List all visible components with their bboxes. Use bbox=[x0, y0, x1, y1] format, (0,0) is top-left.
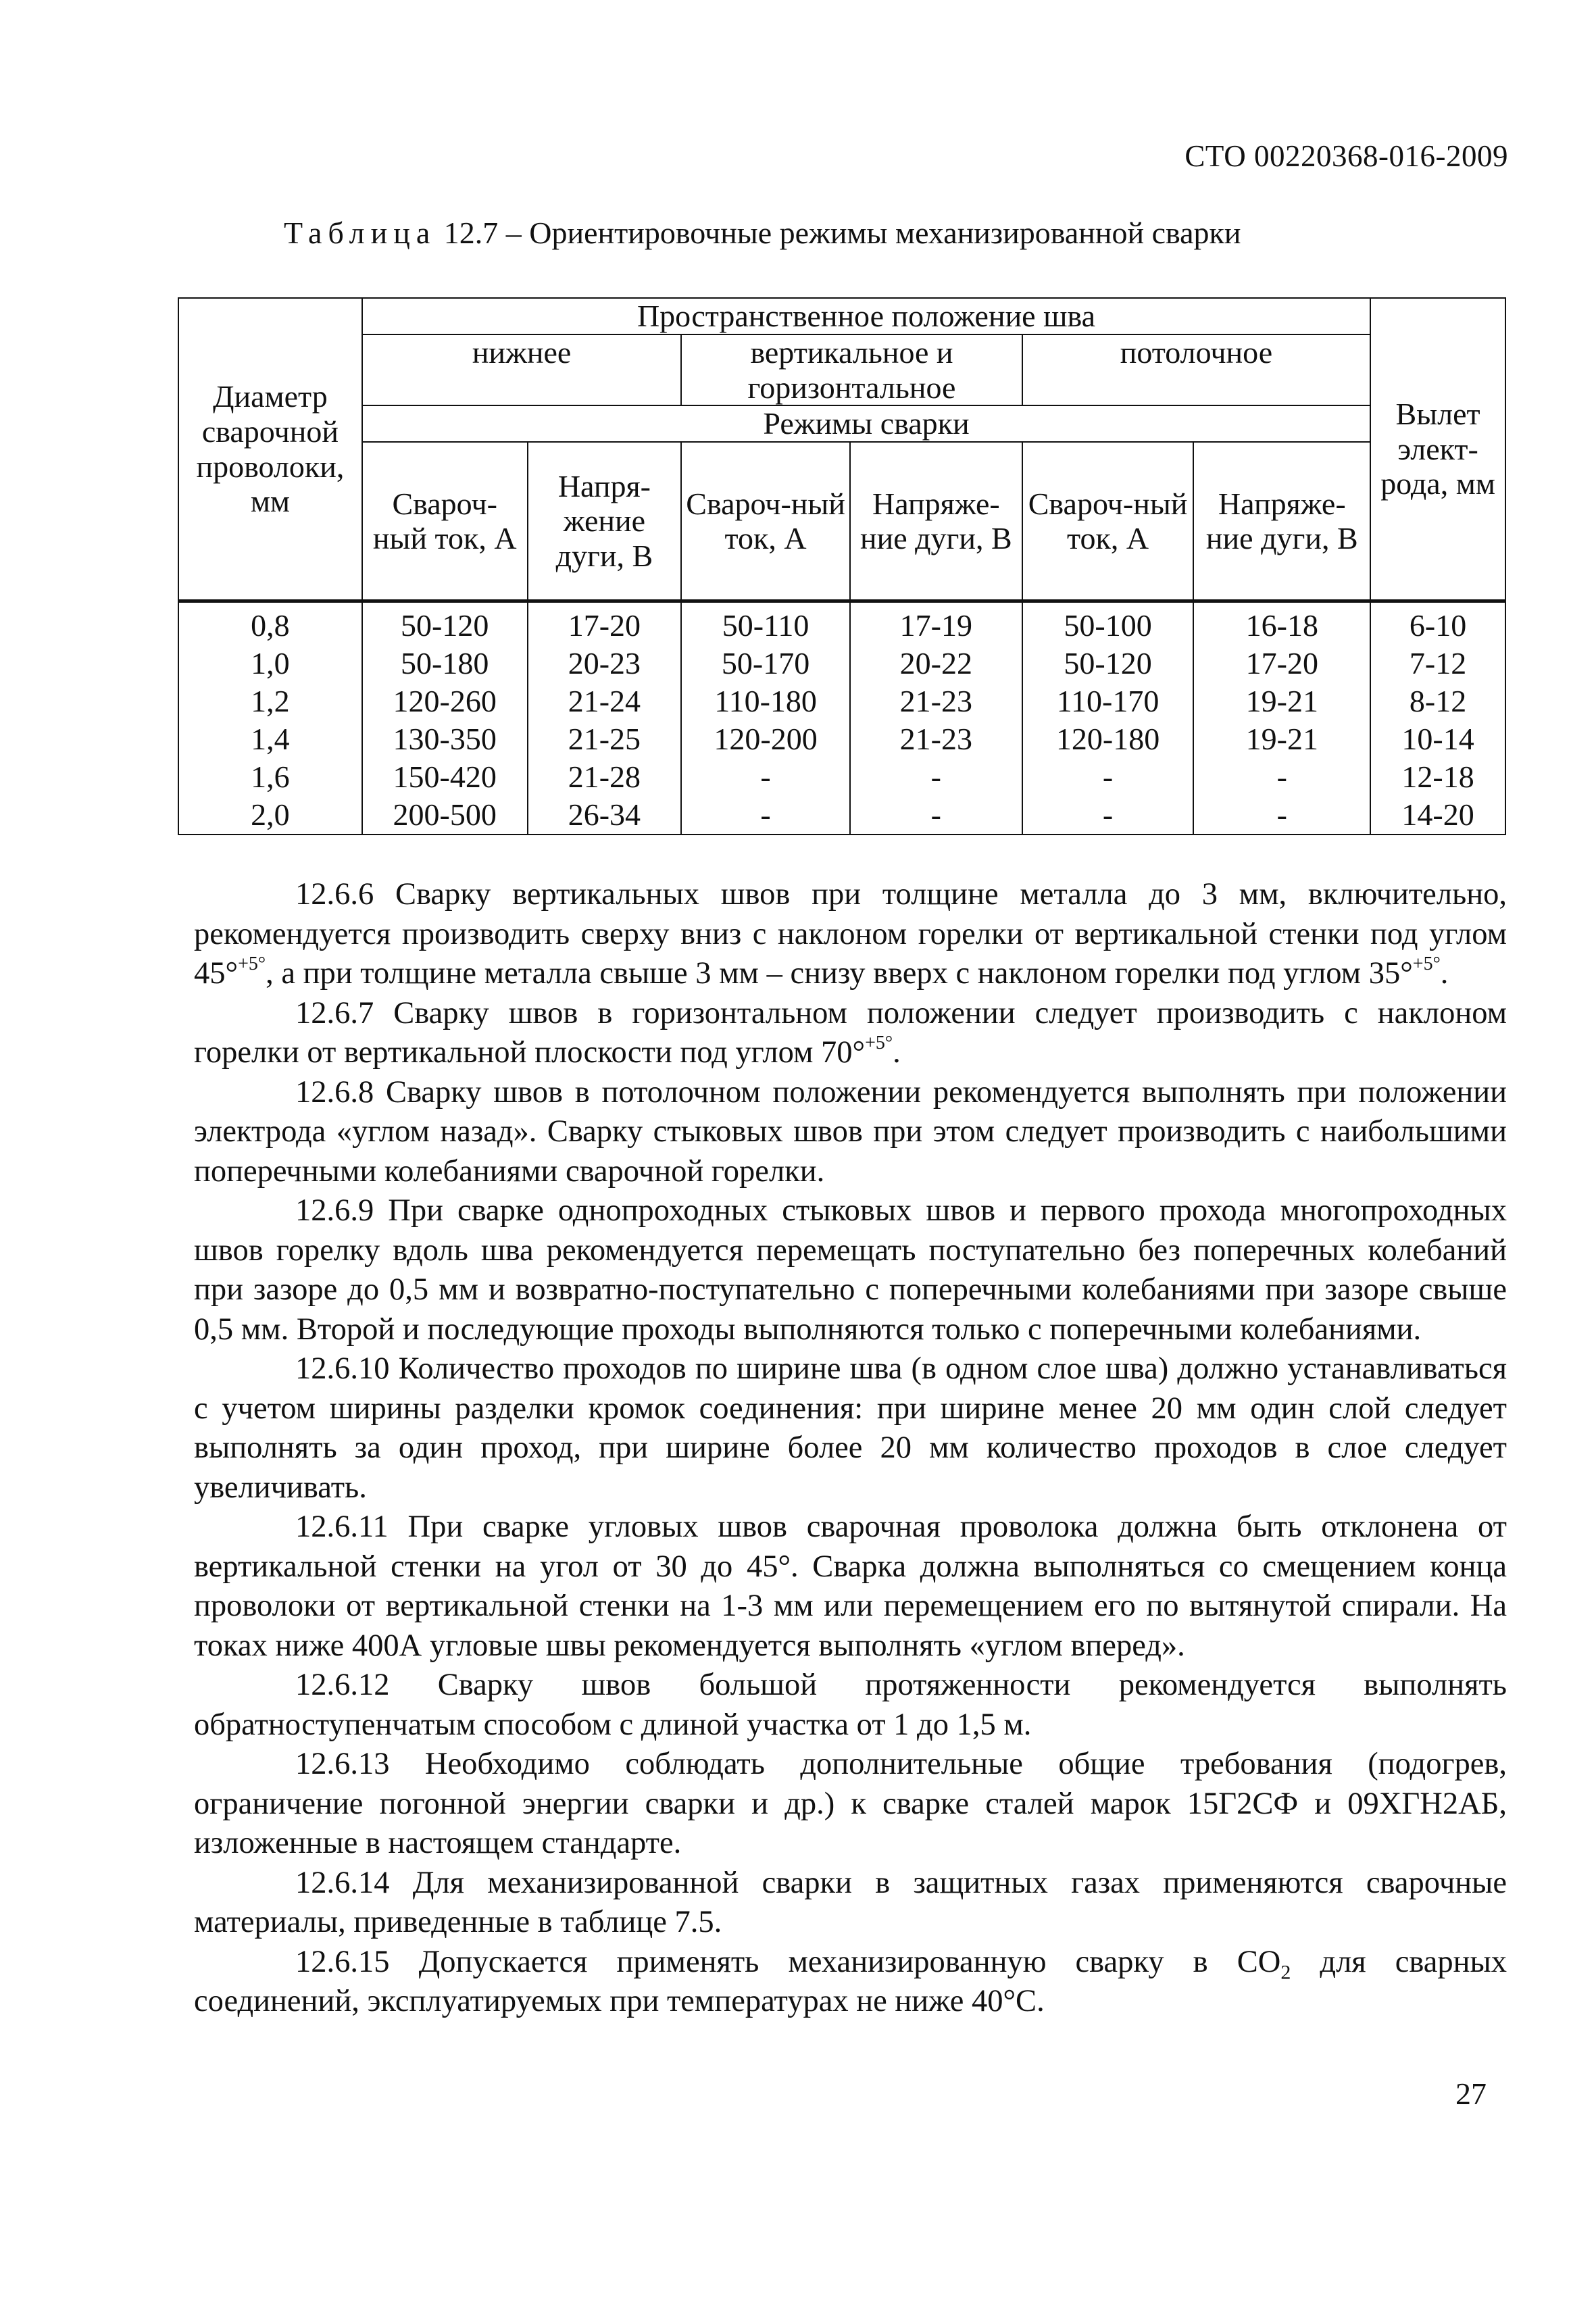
table-cell: 20-22 bbox=[850, 645, 1022, 682]
table-cell: 21-24 bbox=[528, 682, 682, 720]
clause-12-6-8: 12.6.8 Сварку швов в потолочном положении рекомендуется выполнять при положении электрода «углом назад». Сварку стыковых швов при этом следует производить с наибольшими поперечными колебаниями сварочной горелки. bbox=[194, 1074, 1507, 1189]
table-cell: 21-23 bbox=[850, 720, 1022, 758]
header-current-flat: Свароч-ный ток, А bbox=[362, 442, 528, 601]
table-cell: 50-170 bbox=[681, 645, 850, 682]
table-cell: 16-18 bbox=[1193, 601, 1370, 645]
table-cell: - bbox=[1022, 796, 1194, 835]
header-voltage-flat: Напря-жение дуги, В bbox=[528, 442, 682, 601]
table-cell: 120-260 bbox=[362, 682, 528, 720]
table-cell: - bbox=[681, 796, 850, 835]
clause-12-6-7: 12.6.7 Сварку швов в горизонтальном положении следует производить с наклоном горелки от вертикальной плоскости под углом 70°$^{+5^\circ}$. bbox=[194, 995, 1507, 1070]
table-caption-text: 12.7 – Ориентировочные режимы механизированной сварки bbox=[436, 216, 1241, 250]
clause-12-6-12: 12.6.12 Сварку швов большой протяженности рекомендуется выполнять обратноступенчатым способом с длиной участка от 1 до 1,5 м. bbox=[194, 1668, 1507, 1742]
table-cell: 7-12 bbox=[1370, 645, 1505, 682]
table-cell: 50-110 bbox=[681, 601, 850, 645]
table-cell: 110-180 bbox=[681, 682, 850, 720]
table-row bbox=[178, 645, 1505, 682]
table-cell: 1,2 bbox=[178, 682, 362, 720]
table-cell: 21-23 bbox=[850, 682, 1022, 720]
header-current-overhead: Свароч-ный ток, А bbox=[1022, 442, 1194, 601]
table-cell: 1,4 bbox=[178, 720, 362, 758]
table-cell: 110-170 bbox=[1022, 682, 1194, 720]
header-voltage-overhead: Напряже-ние дуги, В bbox=[1193, 442, 1370, 601]
table-cell: - bbox=[1193, 796, 1370, 835]
table-cell: 6-10 bbox=[1370, 601, 1505, 645]
table-cell: 1,6 bbox=[178, 758, 362, 796]
table-cell: - bbox=[850, 758, 1022, 796]
clause-12-6-14: 12.6.14 Для механизированной сварки в защитных газах применяются сварочные материалы, приведенные в таблице 7.5. bbox=[194, 1865, 1507, 1939]
document-code: СТО 00220368-016-2009 bbox=[1184, 139, 1508, 173]
clause-12-6-6: 12.6.6 Сварку вертикальных швов при толщине металла до 3 мм, включительно, рекомендуется производить сверху вниз с наклоном горелки от вертикальной стенки под углом 45°$^{+5^\circ}$, а при толщине металла свыше 3 мм – снизу вверх с наклоном горелки под углом 35°$^{+5^\circ}$. bbox=[194, 877, 1507, 991]
clause-12-6-11: 12.6.11 При сварке угловых швов сварочная проволока должна быть отклонена от вертикальной стенки на угол от 30 до 45°. Сварка должна выполняться со смещением конца проволоки от вертикальной стенки на 1-3 мм или перемещением его по вытянутой спирали. На токах ниже 400А угловые швы рекомендуется выполнять «углом вперед». bbox=[194, 1510, 1507, 1663]
welding-modes-table bbox=[178, 297, 1506, 835]
table-cell: 130-350 bbox=[362, 720, 528, 758]
table-cell: - bbox=[1022, 758, 1194, 796]
clause-12-6-15: 12.6.15 Допускается применять механизированную сварку в $CO_2$ для сварных соединений, эксплуатируемых при температурах не ниже 40°С. bbox=[194, 1944, 1507, 2018]
table-cell: 2,0 bbox=[178, 796, 362, 835]
table-cell: - bbox=[1193, 758, 1370, 796]
page-number: 27 bbox=[1455, 2076, 1487, 2111]
table-cell: 21-25 bbox=[528, 720, 682, 758]
table-cell: 50-120 bbox=[1022, 645, 1194, 682]
header-welding-modes: Режимы сварки bbox=[362, 405, 1370, 442]
header-electrode-stickout: Вылет элект-рода, мм bbox=[1370, 298, 1505, 601]
table-cell: 17-19 bbox=[850, 601, 1022, 645]
header-position-overhead: потолочное bbox=[1022, 334, 1370, 405]
body-text bbox=[194, 875, 1507, 2022]
table-cell: 1,0 bbox=[178, 645, 362, 682]
table-row bbox=[178, 796, 1505, 835]
header-current-vertical: Свароч-ный ток, А bbox=[681, 442, 850, 601]
table-cell: 14-20 bbox=[1370, 796, 1505, 835]
table-cell: 19-21 bbox=[1193, 720, 1370, 758]
table-cell: 21-28 bbox=[528, 758, 682, 796]
table-cell: 19-21 bbox=[1193, 682, 1370, 720]
table-caption-prefix: Таблица bbox=[284, 216, 437, 250]
table-cell: 50-100 bbox=[1022, 601, 1194, 645]
table-cell: 120-200 bbox=[681, 720, 850, 758]
table-cell: 17-20 bbox=[1193, 645, 1370, 682]
clause-12-6-10: 12.6.10 Количество проходов по ширине шва (в одном слое шва) должно устанавливаться с учетом ширины разделки кромок соединения: при ширине менее 20 мм один слой следует выполнять за один проход, при ширине более 20 мм количество проходов в слое следует увеличивать. bbox=[194, 1351, 1507, 1505]
header-position-vertical-horizontal: вертикальное и горизонтальное bbox=[681, 334, 1022, 405]
table-row bbox=[178, 758, 1505, 796]
table-cell: 12-18 bbox=[1370, 758, 1505, 796]
table-cell: - bbox=[850, 796, 1022, 835]
table-cell: 50-120 bbox=[362, 601, 528, 645]
table-row bbox=[178, 720, 1505, 758]
table-caption bbox=[284, 215, 1241, 251]
clause-12-6-13: 12.6.13 Необходимо соблюдать дополнительные общие требования (подогрев, ограничение погонной энергии сварки и др.) к сварке сталей марок 15Г2СФ и 09ХГН2АБ, изложенные в настоящем стандарте. bbox=[194, 1747, 1507, 1860]
table-row bbox=[178, 601, 1505, 645]
table-cell: 26-34 bbox=[528, 796, 682, 835]
header-voltage-vertical: Напряже-ние дуги, В bbox=[850, 442, 1022, 601]
header-diameter: Диаметр сварочной проволоки, мм bbox=[178, 298, 362, 601]
header-spatial-position: Пространственное положение шва bbox=[362, 298, 1370, 334]
table-cell: 0,8 bbox=[178, 601, 362, 645]
table-cell: 50-180 bbox=[362, 645, 528, 682]
table-row bbox=[178, 682, 1505, 720]
table-cell: 10-14 bbox=[1370, 720, 1505, 758]
header-position-flat: нижнее bbox=[362, 334, 681, 405]
table-cell: 120-180 bbox=[1022, 720, 1194, 758]
table-cell: 20-23 bbox=[528, 645, 682, 682]
table-cell: 200-500 bbox=[362, 796, 528, 835]
clause-12-6-9: 12.6.9 При сварке однопроходных стыковых швов и первого прохода многопроходных швов горелку вдоль шва рекомендуется перемещать поступательно без поперечных колебаний при зазоре до 0,5 мм и возвратно-поступательно с поперечными колебаниями при зазоре свыше 0,5 мм. Второй и последующие проходы выполняются только с поперечными колебаниями. bbox=[194, 1193, 1507, 1347]
table-cell: 17-20 bbox=[528, 601, 682, 645]
table-cell: 8-12 bbox=[1370, 682, 1505, 720]
table-cell: 150-420 bbox=[362, 758, 528, 796]
table-cell: - bbox=[681, 758, 850, 796]
